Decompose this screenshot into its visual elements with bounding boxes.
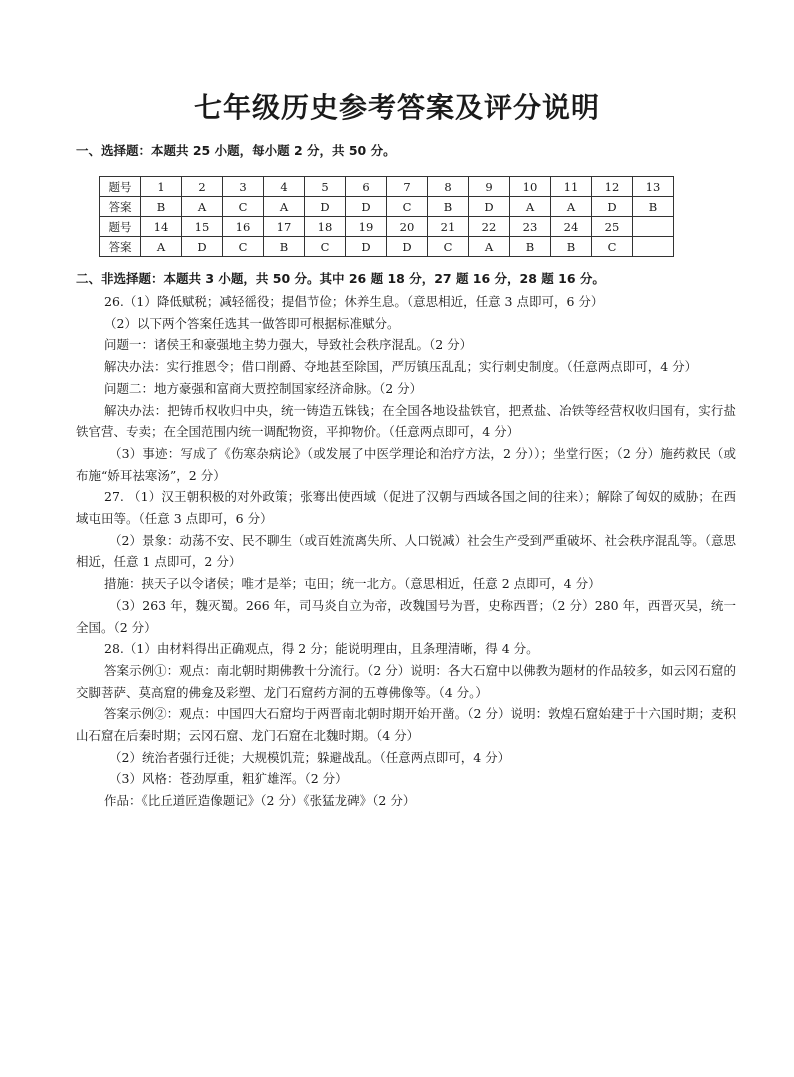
section-non-choice-heading: 二、非选择题：本题共 3 小题，共 50 分。其中 26 题 18 分，27 题 16 分，28 题 16 分。 — [76, 271, 605, 286]
answer-table-row — [100, 177, 674, 197]
q26-solution1: 解决办法：实行推恩令；借口削爵、夺地甚至除国，严厉镇压乱乱；实行刺史制度。（任意两点即可，4 分） — [104, 359, 698, 375]
answer-table-cell: B — [141, 197, 182, 217]
q26-problem1: 问题一：诸侯王和豪强地主势力强大，导致社会秩序混乱。（2 分） — [104, 337, 473, 353]
answer-table-cell: 6 — [346, 177, 387, 197]
answer-table-cell: D — [592, 197, 633, 217]
answer-table-cell: D — [469, 197, 510, 217]
answer-table-cell: 24 — [551, 217, 592, 237]
answer-table-cell: 21 — [428, 217, 469, 237]
answer-table-row — [100, 217, 674, 237]
answer-table-cell: C — [387, 197, 428, 217]
answer-table-row — [100, 197, 674, 217]
answer-body — [76, 291, 736, 812]
answer-table-cell — [633, 237, 674, 257]
answer-table-row-label: 答案 — [100, 197, 141, 217]
answer-table-cell: A — [551, 197, 592, 217]
answer-table-cell: C — [305, 237, 346, 257]
answer-table-cell: C — [223, 197, 264, 217]
q26-part2-intro: （2）以下两个答案任选其一做答即可根据标准赋分。 — [104, 315, 400, 331]
answer-table — [99, 176, 674, 257]
answer-table-cell: 12 — [592, 177, 633, 197]
answer-table-cell: D — [305, 197, 346, 217]
answer-table-cell: A — [182, 197, 223, 217]
answer-table-cell: B — [264, 237, 305, 257]
q27-part2-measures: 措施：挟天子以令诸侯；唯才是举；屯田；统一北方。（意思相近，任意 2 点即可，4 分） — [104, 576, 601, 592]
answer-table-cell: 4 — [264, 177, 305, 197]
q28-part2: （2）统治者强行迁徙；大规模饥荒；躲避战乱。（任意两点即可，4 分） — [109, 749, 511, 765]
answer-table-cell: 5 — [305, 177, 346, 197]
answer-table-cell: D — [182, 237, 223, 257]
answer-table-row-label: 答案 — [100, 237, 141, 257]
answer-table-row — [100, 237, 674, 257]
answer-table-cell: 15 — [182, 217, 223, 237]
answer-table-cell: 9 — [469, 177, 510, 197]
answer-table-cell: C — [428, 237, 469, 257]
answer-table-cell: 7 — [387, 177, 428, 197]
q27-part3: （3）263 年，魏灭蜀。266 年，司马炎自立为帝，改魏国号为晋，史称西晋；（2 分）280 年，西晋灭吴，统一全国。（2 分） — [76, 597, 736, 635]
answer-table-cell: 23 — [510, 217, 551, 237]
answer-table-cell: B — [633, 197, 674, 217]
answer-table-cell: A — [264, 197, 305, 217]
answer-table-cell: B — [551, 237, 592, 257]
answer-table-cell: 18 — [305, 217, 346, 237]
answer-table-cell: A — [469, 237, 510, 257]
answer-table-cell: B — [510, 237, 551, 257]
answer-table-cell: 20 — [387, 217, 428, 237]
answer-table-cell: 3 — [223, 177, 264, 197]
answer-table-cell: 14 — [141, 217, 182, 237]
answer-table-cell: D — [346, 237, 387, 257]
answer-table-cell — [633, 217, 674, 237]
q26-solution2: 解决办法：把铸币权收归中央，统一铸造五铢钱；在全国各地设盐铁官，把煮盐、冶铁等经营权收归国有，实行盐铁官营、专卖；在全国范围内统一调配物资，平抑物价。（任意两点即可，4 分） — [76, 402, 736, 440]
q28-part1: 28.（1）由材料得出正确观点，得 2 分；能说明理由，且条理清晰，得 4 分。 — [104, 641, 539, 657]
q28-part3-works: 作品：《比丘道匠造像题记》（2 分）《张猛龙碑》（2 分） — [104, 793, 416, 809]
answer-table-cell: 11 — [551, 177, 592, 197]
answer-table-cell: 25 — [592, 217, 633, 237]
answer-table-cell: 2 — [182, 177, 223, 197]
q26-part3: （3）事迹：写成了《伤寒杂病论》（或发展了中医学理论和治疗方法，2 分））；坐堂行医；（2 分）施药救民（或布施“娇耳祛寒汤”，2 分） — [76, 445, 736, 483]
answer-table-cell: 1 — [141, 177, 182, 197]
q27-part2-scene: （2）景象：动荡不安、民不聊生（或百姓流离失所、人口锐减）社会生产受到严重破坏、社会秩序混乱等。（意思相近，任意 1 点即可，2 分） — [76, 532, 736, 570]
answer-table-cell: C — [223, 237, 264, 257]
q26-problem2: 问题二：地方豪强和富商大贾控制国家经济命脉。（2 分） — [104, 380, 423, 396]
answer-table-cell: 13 — [633, 177, 674, 197]
answer-table-cell: B — [428, 197, 469, 217]
answer-table-cell: C — [592, 237, 633, 257]
answer-table-cell: 17 — [264, 217, 305, 237]
answer-table-row-label: 题号 — [100, 177, 141, 197]
q28-example2: 答案示例②：观点：中国四大石窟均于两晋南北朝时期开始开凿。（2 分）说明：敦煌石窟始建于十六国时期；麦积山石窟在后秦时期；云冈石窟、龙门石窟在北魏时期。（4 分） — [76, 706, 736, 744]
q26-part1: 26.（1）降低赋税；减轻徭役；提倡节俭；休养生息。（意思相近，任意 3 点即可，6 分） — [104, 294, 604, 309]
answer-table-cell: 22 — [469, 217, 510, 237]
q28-part3-style: （3）风格：苍劲厚重，粗犷雄浑。（2 分） — [109, 771, 348, 787]
q27-part1: 27. （1）汉王朝积极的对外政策；张骞出使西域（促进了汉朝与西域各国之间的往来）；解除了匈奴的威胁；在西域屯田等。（任意 3 点即可，6 分） — [76, 489, 736, 527]
answer-table-cell: 19 — [346, 217, 387, 237]
answer-table-cell: D — [387, 237, 428, 257]
q28-example1: 答案示例①：观点：南北朝时期佛教十分流行。（2 分）说明：各大石窟中以佛教为题材的作品较多，如云冈石窟的交脚菩萨、莫高窟的佛龛及彩塑、龙门石窟药方洞的五尊佛像等。（4 分。） — [76, 662, 736, 700]
answer-table-cell: 8 — [428, 177, 469, 197]
answer-table-cell: D — [346, 197, 387, 217]
answer-table-cell: 16 — [223, 217, 264, 237]
page-title: 七年级历史参考答案及评分说明 — [193, 91, 600, 124]
answer-table-cell: 10 — [510, 177, 551, 197]
answer-table-row-label: 题号 — [100, 217, 141, 237]
section-multiple-choice-heading: 一、选择题：本题共 25 小题，每小题 2 分，共 50 分。 — [76, 143, 396, 158]
answer-table-cell: A — [510, 197, 551, 217]
answer-table-cell: A — [141, 237, 182, 257]
